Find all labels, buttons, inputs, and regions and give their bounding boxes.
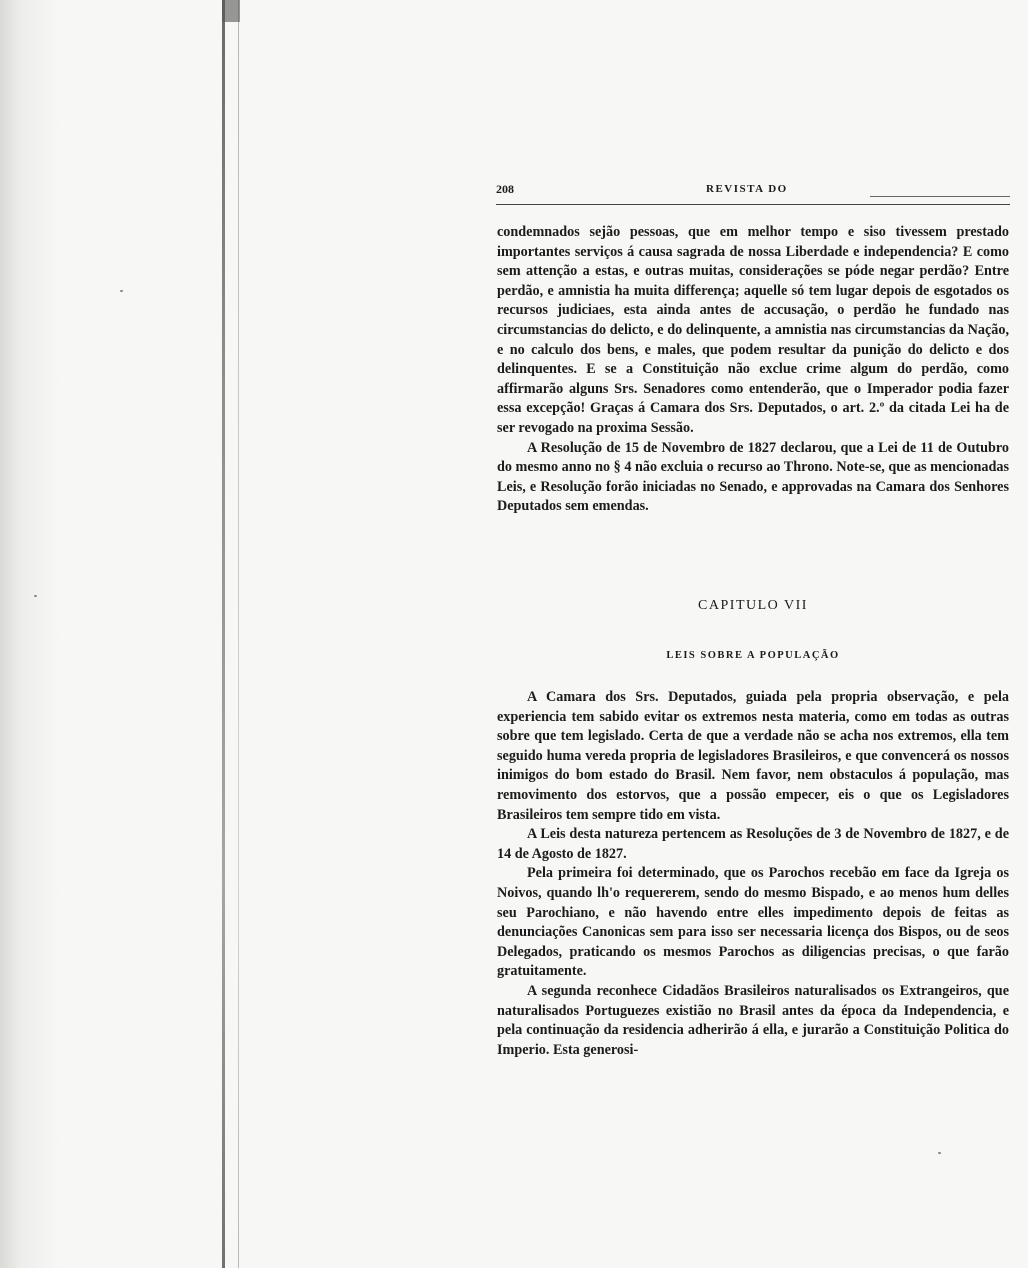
paragraph: A Resolução de 15 de Novembro de 1827 declarou, que a Lei de 11 de Outubro do mesmo anno no § 4 não excluia o recurso ao Throno. Note-se, que as mencionadas Leis, e Resolução forão iniciadas no Senado, e approvadas na Camara dos Senhores Deputados sem emendas. xyxy=(497,439,1009,515)
binding-edge xyxy=(222,0,225,1268)
running-head-rule-mark xyxy=(870,186,1010,197)
section-title: LEIS SOBRE A POPULAÇÃO xyxy=(666,650,840,661)
binding-edge-inner xyxy=(238,0,239,1268)
paragraph: condemnados sejão pessoas, que em melhor tempo e siso tivessem prestado importantes serviços á causa sagrada de nossa Liberdade e independencia? E como sem attenção a estas, e outras muitas, considerações se póde negar perdão? Entre perdão, e amnistia ha muita differença; aquelle só tem lugar depois de esgotados os recursos judiciaes, esta ainda antes de accusação, o perdão he fundado nas circumstancias do delicto, e do delinquente, a amnistia nas circumstancias da Nação, e no calculo dos bens, e males, que podem resultar da punição do delicto e dos delinquentes. E se a Constituição não exclue crime algum do perdão, como affirmarão alguns Srs. Senadores como entenderão, que o Imperador podia fazer essa excepção! Graças á Camara dos Srs. Deputados, o art. 2.º da citada Lei ha de ser revogado na proxima Sessão. xyxy=(497,224,1009,436)
paragraph: A segunda reconhece Cidadãos Brasileiros naturalisados os Extrangeiros, que naturalisados Portuguezes existião no Brasil antes da época da Independencia, e pela continuação da residencia adherirão á ella, e jurarão a Constituição Politica do Imperio. Esta generosi- xyxy=(497,982,1009,1058)
body-text-top xyxy=(497,223,1009,517)
scan-speck xyxy=(120,290,123,292)
scan-speck xyxy=(34,595,37,597)
page-number: 208 xyxy=(496,182,514,196)
chapter-title: CAPITULO VII xyxy=(698,598,808,613)
binding-corner-mark xyxy=(222,0,240,22)
paragraph: A Camara dos Srs. Deputados, guiada pela propria observação, e pela experiencia tem sabido evitar os extremos nesta materia, como em todas as outras sobre que tem legislado. Certa de que a verdade não se acha nos extremos, ella tem seguido huma vereda propria de legisladores Brasileiros, e que convencerá os nossos inimigos do bom estado do Brasil. Nem favor, nem obstaculos á população, mas removimento dos estorvos, que a possão empecer, eis o que os Legisladores Brasileiros tem sempre tido em vista. xyxy=(497,689,1009,823)
scan-speck xyxy=(938,1152,941,1154)
body-text-bottom xyxy=(497,688,1009,1060)
running-head xyxy=(496,180,1010,205)
page-gutter-shadow xyxy=(0,0,260,1268)
paragraph: Pela primeira foi determinado, que os Parochos recebão em face da Igreja os Noivos, quando lh'o requererem, sendo do mesmo Bispado, e ao menos hum delles seu Parochiano, e não havendo entre elles impedimento depois de feitas as denunciações Canonicas sem para isso ser necessaria licença dos Bispos, ou de seos Delegados, praticando os mesmos Parochos as diligencias precisas, o que farão gratuitamente. xyxy=(497,865,1009,980)
running-title: REVISTA DO xyxy=(706,183,788,195)
paragraph: A Leis desta natureza pertencem as Resoluções de 3 de Novembro de 1827, e de 14 de Agosto de 1827. xyxy=(497,826,1009,862)
